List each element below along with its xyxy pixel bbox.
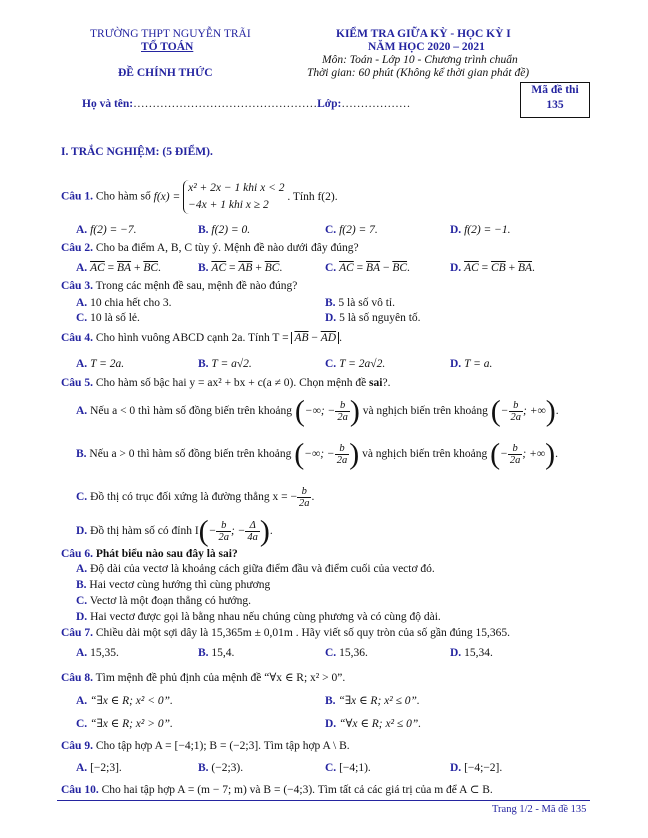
- q3-option-b: B. 5 là số vô tỉ.: [325, 297, 395, 309]
- q6-option-c: C. Vectơ là một đoạn thẳng có hướng.: [76, 595, 252, 607]
- q1-piecewise: [183, 180, 284, 214]
- q4-option-b: B. T = a√2.: [198, 358, 252, 370]
- q2-option-c: C. $\overline{AC} = \overline{BA} - \overline{BC}$.: [325, 262, 410, 274]
- q8-option-c: C. “∃x ∈ R; x² > 0”.: [76, 718, 173, 730]
- q6-option-b: B. Hai vectơ cùng hướng thì cùng phương: [76, 579, 271, 591]
- q3-option-a: A. 10 chia hết cho 3.: [76, 297, 172, 309]
- q6-option-d: D. Hai vectơ được gọi là bằng nhau nếu chúng cùng phương và có cùng độ dài.: [76, 611, 441, 623]
- q5-option-a: A. Nếu a < 0 thì hàm số đồng biến trên khoảng (−∞; − $\frac{b}{2a}$ ) và nghịch biến trên khoảng (− $\frac{b}{2a}$ ; +∞).: [76, 394, 559, 428]
- section-title: I. TRẮC NGHIỆM: (5 ĐIỂM).: [61, 146, 213, 158]
- question-9: Câu 9. Cho tập hợp A = [−4;1); B = (−2;3]. Tìm tập hợp A \ B.: [61, 740, 350, 752]
- q1-text: Cho hàm số: [95, 190, 151, 203]
- q8-option-b: B. “∃x ∈ R; x² ≤ 0”.: [325, 695, 420, 707]
- question-8: Câu 8. Tìm mệnh đề phủ định của mệnh đề “∀x ∈ R; x² > 0”.: [61, 672, 346, 684]
- q7-option-b: B. 15,4.: [198, 647, 235, 659]
- q1-option-c: C. f(2) = 7.: [325, 224, 378, 236]
- exam-title: KIỂM TRA GIỮA KỲ - HỌC KỲ I: [336, 28, 511, 40]
- q5-option-c: C. Đồ thị có trục đối xứng là đường thẳng x = − $\frac{b}{2a}$ .: [76, 486, 315, 509]
- q9-option-d: D. [−4;−2].: [450, 762, 503, 774]
- q2-option-b: B. $\overline{AC} = \overline{AB} + \overline{BC}$.: [198, 262, 283, 274]
- q7-option-d: D. 15,34.: [450, 647, 493, 659]
- q4-option-c: C. T = 2a√2.: [325, 358, 386, 370]
- q1-case-2: −4x + 1 khi x ≥ 2: [188, 199, 269, 211]
- q7-option-a: A. 15,35.: [76, 647, 119, 659]
- footer-divider: [57, 800, 590, 801]
- q8-option-a: A. “∃x ∈ R; x² < 0”.: [76, 695, 173, 707]
- q1-label: Câu 1.: [61, 190, 93, 203]
- exam-code-value: 135: [546, 99, 564, 111]
- q1-fx: f(x) =: [153, 191, 181, 203]
- question-2: Câu 2. Cho ba điểm A, B, C tùy ý. Mệnh đề nào dưới đây đúng?: [61, 242, 359, 254]
- page-footer: Trang 1/2 - Mã đề 135: [492, 804, 587, 815]
- q9-option-b: B. (−2;3).: [198, 762, 244, 774]
- q1-option-a: A. f(2) = −7.: [76, 224, 137, 236]
- question-5: Câu 5. Cho hàm số bậc hai y = ax² + bx + c(a ≠ 0). Chọn mệnh đề sai?.: [61, 377, 391, 389]
- q5-option-b: B. Nếu a > 0 thì hàm số đồng biến trên khoảng (−∞; − $\frac{b}{2a}$ ) và nghịch biến trên khoảng (− $\frac{b}{2a}$ ; +∞).: [76, 437, 558, 471]
- q4-option-d: D. T = a.: [450, 358, 493, 370]
- name-label: Họ và tên:: [82, 98, 134, 110]
- q5-option-d: D. Đồ thị hàm số có đỉnh I(− $\frac{b}{2a}$ ; − $\frac{\Delta}{4a}$ ).: [76, 514, 273, 548]
- q9-option-a: A. [−2;3].: [76, 762, 122, 774]
- class-dots: ………………: [341, 98, 411, 110]
- q9-option-c: C. [−4;1).: [325, 762, 371, 774]
- question-1: [61, 180, 338, 214]
- q2-option-a: A. $\overline{AC} = \overline{BA} + \overline{BC}$.: [76, 262, 161, 274]
- q3-option-c: C. 10 là số lẻ.: [76, 312, 140, 324]
- q1-case-1: x² + 2x − 1 khi x < 2: [188, 182, 285, 194]
- question-10: Câu 10. Cho hai tập hợp A = (m − 7; m) và B = (−4;3). Tìm tất cả các giá trị của m để A ⊂ B.: [61, 784, 493, 796]
- exam-code-box: [520, 82, 590, 118]
- official-label: ĐỀ CHÍNH THỨC: [118, 67, 213, 79]
- q3-option-d: D. 5 là số nguyên tố.: [325, 312, 421, 324]
- q8-option-d: D. “∀x ∈ R; x² ≤ 0”.: [325, 718, 422, 730]
- student-info-line: [82, 98, 410, 110]
- subject-line: Môn: Toán - Lớp 10 - Chương trình chuẩn: [322, 54, 518, 66]
- name-dots: …………………………………………: [133, 98, 318, 110]
- q1-option-d: D. f(2) = −1.: [450, 224, 511, 236]
- school-name: TRƯỜNG THPT NGUYỄN TRÃI: [90, 28, 251, 40]
- q4-option-a: A. T = 2a.: [76, 358, 125, 370]
- time-line: Thời gian: 60 phút (Không kể thời gian phát đề): [307, 67, 530, 79]
- q1-option-b: B. f(2) = 0.: [198, 224, 251, 236]
- q1-tail: . Tính f(2).: [287, 191, 338, 203]
- department: TỔ TOÁN: [141, 41, 194, 53]
- q6-option-a: A. Độ dài của vectơ là khoảng cách giữa điểm đầu và điểm cuối của vectơ đó.: [76, 563, 435, 575]
- school-year: NĂM HỌC 2020 – 2021: [368, 41, 485, 53]
- question-3: Câu 3. Trong các mệnh đề sau, mệnh đề nào đúng?: [61, 280, 298, 292]
- question-6: Câu 6. Phát biểu nào sau đây là sai?: [61, 548, 238, 560]
- question-7: Câu 7. Chiều dài một sợi dây là 15,365m ± 0,01m . Hãy viết số quy tròn của số gần đúng 15,365.: [61, 627, 511, 639]
- q7-option-c: C. 15,36.: [325, 647, 368, 659]
- class-label: Lớp:: [317, 98, 342, 110]
- question-4: Câu 4. Cho hình vuông ABCD cạnh 2a. Tính $T = \overline{AB} - \overline{AD}$ .: [61, 332, 342, 344]
- q2-option-d: D. $\overline{AC} = \overline{CB} + \overline{BA}$.: [450, 262, 535, 274]
- exam-code-label: Mã đề thi: [531, 84, 579, 96]
